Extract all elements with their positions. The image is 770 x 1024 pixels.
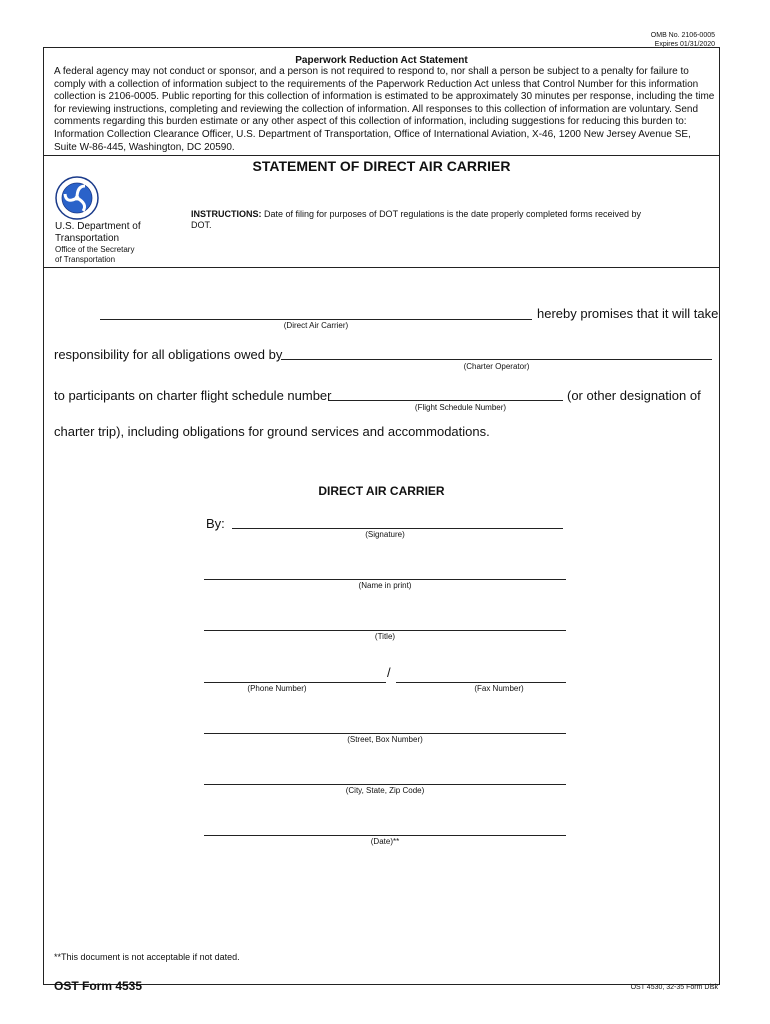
- responsibility-text: responsibility for all obligations owed by: [54, 347, 283, 362]
- instructions-text: Date of filing for purposes of DOT regulations is the date properly completed forms received by DOT.: [191, 209, 642, 230]
- fax-number-caption: (Fax Number): [474, 684, 524, 693]
- flight-schedule-caption: (Flight Schedule Number): [414, 403, 507, 412]
- omb-expires: Expires 01/31/2020: [654, 41, 715, 48]
- divider: [44, 155, 719, 156]
- city-state-zip-field[interactable]: [204, 770, 566, 785]
- name-in-print-caption: (Name in print): [358, 581, 412, 590]
- signature-caption: (Signature): [365, 530, 405, 539]
- phone-number-caption: (Phone Number): [247, 684, 307, 693]
- street-caption: (Street, Box Number): [347, 735, 423, 744]
- by-label: By:: [206, 516, 225, 531]
- agency-sub1: Office of the Secretary: [55, 245, 135, 254]
- dot-seal-icon: [55, 176, 99, 220]
- promise-text: hereby promises that it will take: [537, 306, 719, 321]
- date-field[interactable]: [204, 821, 566, 836]
- title-field[interactable]: [204, 616, 566, 631]
- omb-number: OMB No. 2106-0005: [650, 32, 715, 39]
- divider: [44, 267, 719, 268]
- instructions-label: INSTRUCTIONS:: [191, 209, 262, 219]
- other-designation-text: (or other designation of: [567, 388, 701, 403]
- agency-line1: U.S. Department of: [55, 221, 141, 232]
- charter-operator-caption: (Charter Operator): [463, 362, 530, 371]
- instructions: [191, 209, 661, 231]
- name-in-print-field[interactable]: [204, 565, 566, 580]
- agency-sub2: of Transportation: [55, 255, 116, 264]
- form-number: OST Form 4535: [54, 979, 143, 993]
- phone-number-field[interactable]: [204, 668, 386, 683]
- footnote: **This document is not acceptable if not dated.: [54, 952, 240, 962]
- agency-line2: Transportation: [55, 233, 120, 244]
- city-state-zip-caption: (City, State, Zip Code): [345, 786, 425, 795]
- form-title: STATEMENT OF DIRECT AIR CARRIER: [252, 158, 511, 174]
- title-caption: (Title): [374, 632, 396, 641]
- form-disk: OST 4530, 32-35 Form Disk: [630, 984, 718, 991]
- street-field[interactable]: [204, 719, 566, 734]
- pra-title: Paperwork Reduction Act Statement: [295, 55, 468, 66]
- direct-air-carrier-caption: (Direct Air Carrier): [283, 321, 349, 330]
- charter-trip-text: charter trip), including obligations for ground services and accommodations.: [54, 424, 490, 439]
- signature-field[interactable]: [232, 514, 563, 529]
- agency-name: [55, 221, 141, 265]
- flight-schedule-field[interactable]: [328, 386, 563, 401]
- charter-operator-field[interactable]: [281, 345, 712, 360]
- fax-number-field[interactable]: [396, 668, 566, 683]
- date-caption: (Date)**: [370, 837, 400, 846]
- participants-text: to participants on charter flight schedule number: [54, 388, 332, 403]
- pra-body: A federal agency may not conduct or sponsor, and a person is not required to respond to, nor shall a person be subject to a penalty for failure to comply with a collection of information subject to the requirements of the Paperwork Reduction Act unless that Control Number for this information collection is 2106-0005. Public reporting for this collection of information is estimated to be approximately 30 minutes per response, including the time for reviewing instructions, completing and reviewing the collection of information. All responses to this collection of information are voluntary. Send comments regarding this burden estimate or any other aspect of this collection of information, including suggestions for reducing this burden to: Information Collection Clearance Officer, U.S. Department of Transportation, Office of International Aviation, X-46, 1200 New Jersey Avenue SE, Suite W-86-445, Washington, DC 20590.: [54, 66, 715, 153]
- phone-fax-separator: /: [387, 665, 391, 680]
- direct-air-carrier-heading: DIRECT AIR CARRIER: [318, 484, 445, 498]
- direct-air-carrier-field[interactable]: [100, 305, 532, 320]
